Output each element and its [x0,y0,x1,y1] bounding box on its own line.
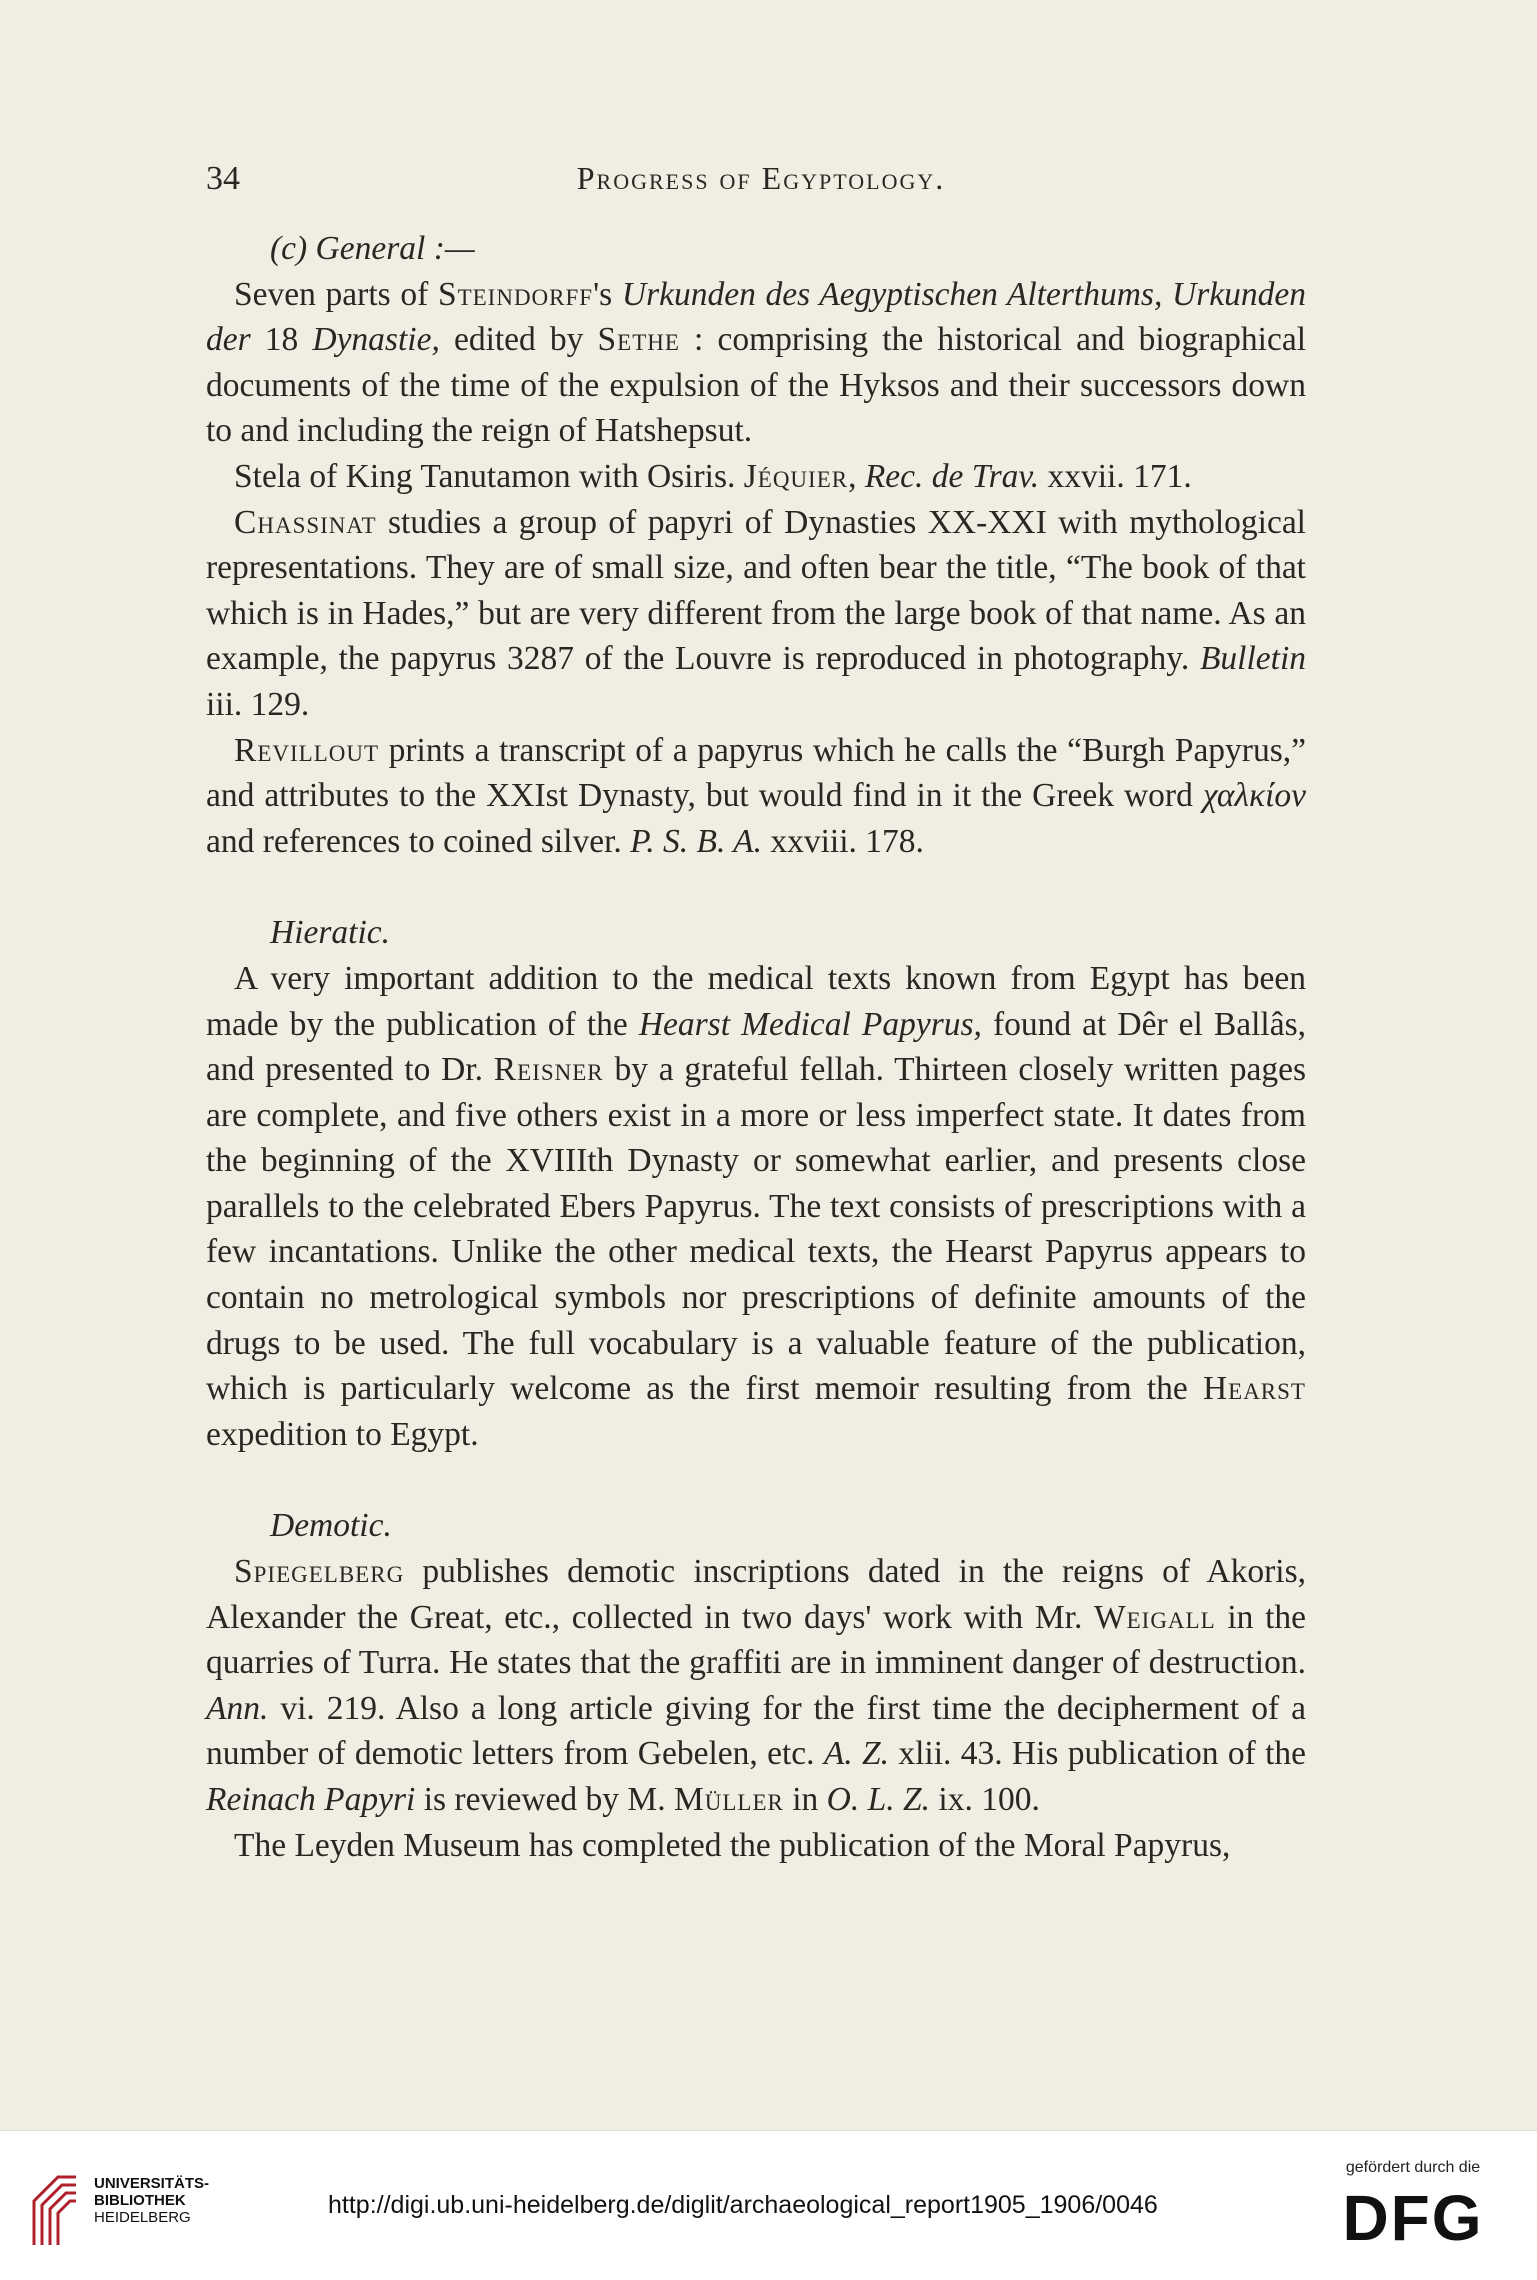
paragraph-chassinat: Chassinat studies a group of papyri of Dynasties XX-XXI with mythological representations. They are of small size, and often bear the title, “The book of that which is in Hades,” but are very different from the large book of that name. As an example, the papyrus 3287 of the Louvre is reproduced in photography. Bulletin iii. 129. [206,503,1306,723]
section-heading-general: (c) General :— [270,230,475,267]
funder-block [1323,2159,1503,2253]
work-title: Reinach Papyri [206,1781,416,1818]
dfg-logo: DFG [1342,2182,1484,2254]
journal-abbrev: O. L. Z. [826,1781,931,1818]
library-name: UNIVERSITÄTS- BIBLIOTHEK HEIDELBERG [94,2175,210,2226]
permalink-url[interactable]: http://digi.ub.uni-heidelberg.de/diglit/archaeological_report1905_1906/0046 [328,2191,1158,2219]
page-number: 34 [206,160,240,197]
work-title: Dynastie, [312,321,440,359]
paragraph-revillout: Revillout prints a transcript of a papyrus which he calls the “Burgh Papyrus,” and attributes to the XXIst Dynasty, but would find in it the Greek word χαλκίον and references to coined silver. P. S. B. A. xxviii. 178. [206,731,1306,860]
paragraph-stela: Stela of King Tanutamon with Osiris. Jéquier, Rec. de Trav. xxvii. 171. [234,457,1192,495]
journal-abbrev: A. Z. [823,1735,890,1773]
work-title: Urkunden des Aegyptischen Alterthums, Urkunden der [206,275,1306,359]
author-name: Müller [673,1781,784,1818]
journal-abbrev: P. S. B. A. [630,822,762,860]
journal-abbrev: Ann. [206,1689,269,1727]
paragraph-spiegelberg: Spiegelberg publishes demotic inscriptions dated in the reigns of Akoris, Alexander the Great, etc., collected in two days' work with Mr. Weigall in the quarries of Turra. He states that the graffiti are in imminent danger of destruction. Ann. vi. 219. Also a long article giving for the first time the decipherment of a number of demotic letters from Gebelen, etc. A. Z. xlii. 43. His publication of the Reinach Papyri is reviewed by M. Müller in O. L. Z. ix. 100. [206,1553,1306,1818]
author-name: Jéquier [743,457,849,495]
author-name: Sethe [597,321,680,359]
expedition-name: Hearst [1202,1370,1306,1408]
author-name: Steindorff [437,275,594,313]
page-body [206,226,1306,1868]
greek-word: χαλκίον [1202,777,1306,815]
library-logo-icon [28,2171,82,2249]
work-title: Hearst Medical Papyrus, [638,1005,982,1043]
running-title: Progress of Egyptology. [576,160,946,196]
author-name: Weigall [1094,1598,1216,1636]
section-heading-hieratic: Hieratic. [270,914,391,952]
journal-abbrev: Rec. de Trav. [864,457,1040,495]
author-name: Revillout [234,731,380,769]
author-name: Chassinat [234,503,377,541]
funder-text: gefördert durch die [1345,2159,1481,2176]
digitization-footer [0,2130,1537,2280]
paragraph-hearst: A very important addition to the medical texts known from Egypt has been made by the publication of the Hearst Medical Papyrus, found at Dêr el Ballâs, and presented to Dr. Reisner by a grateful fellah. Thirteen closely written pages are complete, and five others exist in a more or less imperfect state. It dates from the beginning of the XVIIIth Dynasty or somewhat earlier, and presents close parallels to the celebrated Ebers Papyrus. The text consists of prescriptions with a few incantations. Unlike the other medical texts, the Hearst Papyrus appears to contain no metrological symbols nor prescriptions of definite amounts of the drugs to be used. The full vocabulary is a valuable feature of the publication, which is particularly welcome as the first memoir resulting from the Hearst expedition to Egypt. [206,959,1307,1453]
author-name: Reisner [493,1051,604,1089]
author-name: Spiegelberg [234,1553,405,1591]
page-header [206,160,1316,210]
section-heading-demotic: Demotic. [270,1507,392,1545]
paragraph-leyden: The Leyden Museum has completed the publication of the Moral Papyrus, [234,1826,1231,1864]
paragraph-steindorff: Seven parts of Steindorff's Urkunden des Aegyptischen Alterthums, Urkunden der 18 Dynastie, edited by Sethe : comprising the historical and biographical documents of the time of the expulsion of the Hyksos and their successors down to and including the reign of Hatshepsut. [206,275,1307,450]
journal-abbrev: Bulletin [1199,640,1306,678]
